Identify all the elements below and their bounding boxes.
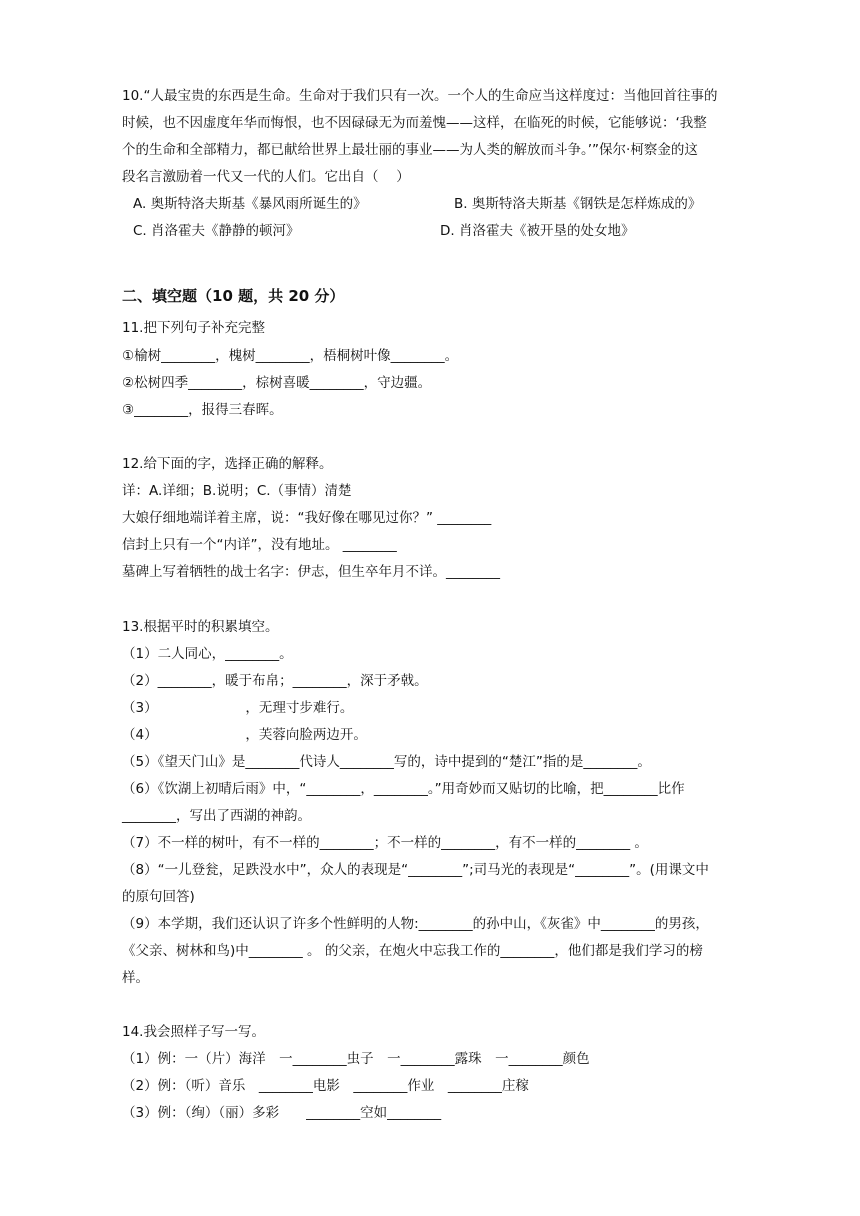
q14-title: 14.我会照样子写一写。 — [122, 1024, 265, 1040]
q11-title: 11.把下列句子补充完整 — [122, 320, 265, 336]
q12-item-3: 信封上只有一个“内详”，没有地址。 ________ — [122, 537, 397, 553]
q13-item-8: （8）“一儿登瓮，足跌没水中”，众人的表现是“________”;司马光的表现是“________”。(用课文中 — [122, 862, 709, 878]
q12-item-4: 墓碑上写着牺牲的战士名字：伊志，但生卒年月不详。________ — [122, 564, 500, 580]
q11-item-1: ①榆树________，槐树________，梧桐树叶像________。 — [122, 348, 459, 364]
q14-item-1: （1）例：一（片）海洋 一________虫子 一________露珠 一________颜色 — [122, 1051, 590, 1067]
q10-option-d: D. 肖洛霍夫《被开垦的处女地》 — [440, 223, 635, 239]
q13-item-5: （5）《望天门山》是________代诗人________写的，诗中提到的“楚江”指的是________。 — [122, 754, 651, 770]
q10-option-b: B. 奥斯特洛夫斯基《钢铁是怎样炼成的》 — [454, 196, 702, 212]
q13-item-7: （7）不一样的树叶，有不一样的________；不一样的________，有不一样的________ 。 — [122, 835, 648, 851]
q13-item-9-end: 样。 — [122, 970, 149, 986]
q13-item-6: （6）《饮湖上初晴后雨》中，“________，________。”用奇妙而又贴切的比喻，把________比作 — [122, 781, 685, 797]
q10-line-4: 段名言激励着一代又一代的人们。它出自（ ） — [122, 169, 410, 185]
q13-item-8-cont: 的原句回答) — [122, 889, 195, 905]
q12-item-1: 详：A.详细；B.说明；C.（事情）清楚 — [122, 483, 352, 499]
q13-item-3: （3） ，无理寸步难行。 — [122, 700, 354, 716]
q10-line-3: 个的生命和全部精力，都已献给世界上最壮丽的事业——为人类的解放而斗争。’”保尔·柯察金的这 — [122, 142, 698, 158]
q14-item-3: （3）例：（绚）（丽）多彩 ________空如________ — [122, 1105, 442, 1121]
q12-title: 12.给下面的字，选择正确的解释。 — [122, 456, 333, 472]
q10-line-1: 10.“人最宝贵的东西是生命。生命对于我们只有一次。一个人的生命应当这样度过：当他回首往事的 — [122, 88, 718, 104]
q13-item-9: （9）本学期，我们还认识了许多个性鲜明的人物:________的孙中山，《灰雀》中________的男孩， — [122, 916, 709, 932]
section-heading-fill-in: 二、填空题（10 题，共 20 分） — [122, 287, 345, 305]
q14-item-2: （2）例：（听）音乐 ________电影 ________作业 ________庄稼 — [122, 1078, 529, 1094]
q13-item-2: （2）________，暖于布帛；________，深于矛戟。 — [122, 673, 428, 689]
q11-item-3: ③________，报得三春晖。 — [122, 402, 283, 418]
q13-item-9-cont: 《父亲、树林和鸟)中________ 。 的父亲，在炮火中忘我工作的________，他们都是我们学习的榜 — [122, 943, 703, 959]
q13-item-4: （4） ，芙蓉向脸两边开。 — [122, 727, 367, 743]
q11-item-2: ②松树四季________，棕树喜暖________，守边疆。 — [122, 375, 432, 391]
q13-item-6-cont: ________，写出了西湖的神韵。 — [122, 808, 311, 824]
q10-option-a: A. 奥斯特洛夫斯基《暴风雨所诞生的》 — [133, 196, 367, 212]
q13-item-1: （1）二人同心，________。 — [122, 646, 293, 662]
q10-option-c: C. 肖洛霍夫《静静的顿河》 — [133, 223, 300, 239]
q13-title: 13.根据平时的积累填空。 — [122, 619, 279, 635]
q10-line-2: 时候，也不因虚度年华而悔恨，也不因碌碌无为而羞愧——这样，在临死的时候，它能够说：‘我整 — [122, 115, 707, 131]
q12-item-2: 大娘仔细地端详着主席，说：“我好像在哪见过你？” ________ — [122, 510, 492, 526]
